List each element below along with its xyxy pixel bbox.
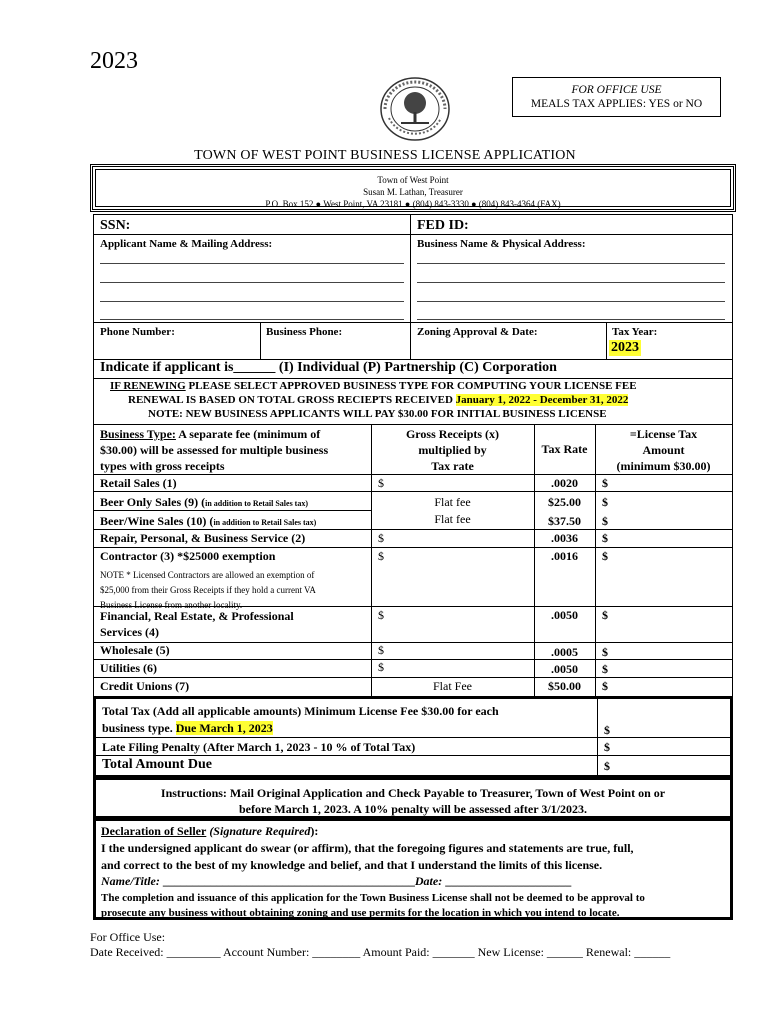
row-credit-unions-gross: Flat Fee <box>433 679 472 693</box>
instructions-line-1: Instructions: Mail Original Application and Check Payable to Treasurer, Town of West Point on or <box>160 786 666 800</box>
declaration-line-1: I the undersigned applicant do swear (or affirm), that the foregoing figures and statements are true, full, <box>101 841 634 855</box>
license-tax-header: =License Tax Amount (minimum $30.00) <box>616 427 711 473</box>
business-line-3[interactable] <box>417 301 725 302</box>
business-line-2[interactable] <box>417 282 725 283</box>
tax-year-value: 2023 <box>611 340 639 355</box>
row-retail-gross[interactable]: $ <box>378 476 384 490</box>
instructions-line-2: before March 1, 2023. A 10% penalty will be assessed after 3/1/2023. <box>239 802 587 816</box>
meals-tax-label: MEALS TAX APPLIES: YES or NO <box>530 98 703 110</box>
row-beerwine-gross: Flat fee <box>434 512 471 526</box>
row-beer-gross: Flat fee <box>434 495 471 509</box>
footer-fields[interactable]: Date Received: _________ Account Number: ________ Amount Paid: _______ New License: ______ Renewal: ______ <box>90 945 671 959</box>
row-beer-license[interactable]: $ <box>602 495 608 509</box>
office-use-footer <box>90 930 670 960</box>
row-credit-unions-license[interactable]: $ <box>602 679 608 693</box>
row-wholesale-gross[interactable]: $ <box>378 643 384 657</box>
ssn-label: SSN: <box>100 218 131 233</box>
late-penalty-label: Late Filing Penalty (After March 1, 2023 - 10 % of Total Tax) <box>102 740 416 754</box>
applicant-type-line[interactable]: Indicate if applicant is______ (I) Individual (P) Partnership (C) Corporation <box>100 360 557 375</box>
declaration-box <box>93 818 733 920</box>
row-beerwine-license[interactable]: $ <box>602 514 608 528</box>
business-name-label: Business Name & Physical Address: <box>417 238 586 250</box>
signature-line: Name/Title: __________________________________________Date: _____________________ <box>101 874 572 888</box>
total-due-label: Total Amount Due <box>102 757 212 772</box>
contractor-note: NOTE * Licensed Contractors are allowed an exemption of $25,000 from their Gross Receipts if they hold a current VA Business License from another locality. <box>100 570 316 610</box>
applicant-name-label: Applicant Name & Mailing Address: <box>100 238 273 250</box>
row-repair-type: Repair, Personal, & Business Service (2) <box>100 531 306 545</box>
applicant-line-1[interactable] <box>100 263 404 264</box>
phone-label: Phone Number: <box>100 326 175 338</box>
row-beerwine-rate: $37.50 <box>548 514 581 528</box>
tax-year-label: Tax Year: <box>612 326 658 338</box>
declaration-line-2: and correct to the best of my knowledge and belief, and that I understand the limits of this license. <box>101 858 603 872</box>
row-utilities-rate: .0050 <box>551 662 578 676</box>
declaration-heading: Declaration of Seller (Signature Required): <box>101 824 319 838</box>
row-utilities-license[interactable]: $ <box>602 662 608 676</box>
row-wholesale-rate: .0005 <box>551 645 578 659</box>
header-treasurer: Susan M. Lathan, Treasurer <box>363 187 463 197</box>
row-retail-rate: .0020 <box>551 476 578 490</box>
renewal-notice-1: IF RENEWING PLEASE SELECT APPROVED BUSINESS TYPE FOR COMPUTING YOUR LICENSE FEE <box>110 380 637 392</box>
office-use-label: FOR OFFICE USE <box>571 84 662 96</box>
total-tax-due: business type. Due March 1, 2023 <box>102 721 273 735</box>
instructions-box <box>93 777 733 819</box>
footer-label: For Office Use: <box>90 930 166 944</box>
row-beer-rate: $25.00 <box>548 495 581 509</box>
row-contractor-type: Contractor (3) *$25000 exemption <box>100 549 276 563</box>
fed-id-label: FED ID: <box>417 218 469 233</box>
row-contractor-rate: .0016 <box>551 549 578 563</box>
name-title-field[interactable]: __________________________________________ <box>162 874 415 888</box>
row-wholesale-license[interactable]: $ <box>602 645 608 659</box>
total-due-amount[interactable]: $ <box>604 759 610 773</box>
row-financial-gross[interactable]: $ <box>378 608 384 622</box>
town-seal-icon <box>379 76 451 142</box>
row-retail-type: Retail Sales (1) <box>100 476 177 490</box>
row-contractor-gross[interactable]: $ <box>378 549 384 563</box>
application-form <box>93 214 733 779</box>
treasurer-header <box>90 164 736 212</box>
applicant-line-4[interactable] <box>100 319 404 320</box>
row-wholesale-type: Wholesale (5) <box>100 643 170 657</box>
business-line-1[interactable] <box>417 263 725 264</box>
gross-receipts-header: Gross Receipts (x) multiplied by Tax rate <box>405 427 500 473</box>
row-credit-unions-rate: $50.00 <box>548 679 581 693</box>
row-repair-license[interactable]: $ <box>602 531 608 545</box>
page-title: TOWN OF WEST POINT BUSINESS LICENSE APPLICATION <box>194 148 576 163</box>
header-address: P.O. Box 152 ● West Point, VA 23181 ● (804) 843-3330 ● (804) 843-4364 (FAX) <box>265 199 561 209</box>
business-line-4[interactable] <box>417 319 725 320</box>
late-penalty-amount[interactable]: $ <box>604 740 610 754</box>
business-type-header: Business Type: A separate fee (minimum of $30.00) will be assessed for multiple business types with gross receipts <box>100 427 329 473</box>
declaration-line-5: prosecute any business without obtaining zoning and use permits for the location in which you intend to locate. <box>101 907 620 919</box>
row-financial-rate: .0050 <box>551 608 578 622</box>
row-financial-type: Financial, Real Estate, & Professional Services (4) <box>100 609 294 639</box>
totals-box <box>93 696 733 778</box>
office-use-box <box>512 77 721 117</box>
total-tax-label: Total Tax (Add all applicable amounts) Minimum License Fee $30.00 for each <box>102 704 499 718</box>
business-phone-label: Business Phone: <box>266 326 343 338</box>
header-town: Town of West Point <box>377 175 449 185</box>
date-field[interactable]: _____________________ <box>445 874 572 888</box>
row-utilities-gross[interactable]: $ <box>378 660 384 674</box>
row-utilities-type: Utilities (6) <box>100 661 157 675</box>
row-credit-unions-type: Credit Unions (7) <box>100 679 190 693</box>
row-repair-gross[interactable]: $ <box>378 531 384 545</box>
row-beerwine-type: Beer/Wine Sales (10) (in addition to Retail Sales tax) <box>100 514 317 528</box>
total-tax-amount[interactable]: $ <box>604 723 610 737</box>
row-financial-license[interactable]: $ <box>602 608 608 622</box>
year: 2023 <box>90 48 138 74</box>
renewal-notice-2: RENEWAL IS BASED ON TOTAL GROSS RECIEPTS RECEIVED January 1, 2022 - December 31, 2022 <box>128 394 629 406</box>
declaration-line-4: The completion and issuance of this application for the Town Business License shall not be deemed to be approval to <box>101 892 645 904</box>
zoning-label: Zoning Approval & Date: <box>417 326 538 338</box>
row-contractor-license[interactable]: $ <box>602 549 608 563</box>
new-business-note: NOTE: NEW BUSINESS APPLICANTS WILL PAY $30.00 FOR INITIAL BUSINESS LICENSE <box>148 408 607 420</box>
row-beer-type: Beer Only Sales (9) (in addition to Retail Sales tax) <box>100 495 309 509</box>
applicant-line-2[interactable] <box>100 282 404 283</box>
row-repair-rate: .0036 <box>551 531 578 545</box>
applicant-line-3[interactable] <box>100 301 404 302</box>
tax-rate-header: Tax Rate <box>541 442 588 456</box>
row-retail-license[interactable]: $ <box>602 476 608 490</box>
